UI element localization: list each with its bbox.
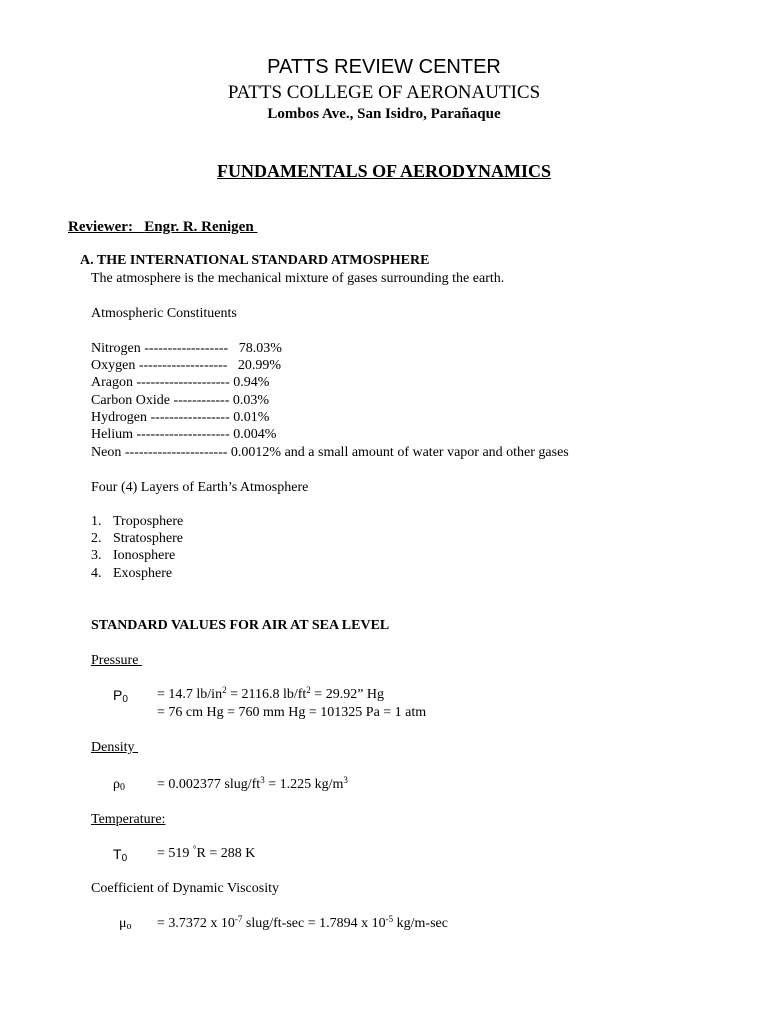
viscosity-eq-part: slug/ft-sec = 1.7894 x 10 <box>242 916 386 931</box>
layer-name: Exosphere <box>113 566 173 581</box>
pressure-label-text: Pressure <box>91 653 139 668</box>
temperature-eq-part: R = 288 K <box>196 846 256 861</box>
pressure-equation-2: = 76 cm Hg = 760 mm Hg = 101325 Pa = 1 atm <box>157 705 427 720</box>
viscosity-symbol-letter: μ <box>119 916 127 931</box>
constituent-name: Nitrogen <box>91 341 141 356</box>
constituent-value: 0.01% <box>233 410 270 425</box>
constituent-row <box>91 375 269 391</box>
constituent-row <box>91 393 269 409</box>
density-symbol-subscript: 0 <box>120 782 125 793</box>
density-eq-sup: 3 <box>260 775 265 785</box>
reviewer-label: Reviewer: <box>68 219 133 235</box>
layer-item <box>91 514 183 530</box>
density-eq-part: = 1.225 kg/m <box>264 777 344 792</box>
constituent-name: Aragon <box>91 375 133 390</box>
constituent-name: Carbon Oxide <box>91 393 170 408</box>
viscosity-symbol-subscript: o <box>126 921 132 932</box>
temperature-symbol <box>113 846 127 862</box>
density-symbol-letter: ρ <box>113 777 120 792</box>
layer-number: 1. <box>91 514 102 529</box>
constituent-name: Hydrogen <box>91 410 147 425</box>
constituent-value: 0.03% <box>232 393 270 408</box>
college-name: PATTS COLLEGE OF AERONAUTICS <box>227 82 541 103</box>
viscosity-label: Coefficient of Dynamic Viscosity <box>91 881 279 896</box>
layer-item <box>91 548 175 564</box>
section-a-intro: The atmosphere is the mechanical mixture of gases surrounding the earth. <box>91 271 505 286</box>
constituent-dashes: ------------------- <box>135 358 238 373</box>
constituent-row <box>91 410 269 426</box>
layer-name: Stratosphere <box>113 531 183 546</box>
section-a-heading: A. THE INTERNATIONAL STANDARD ATMOSPHERE <box>80 253 430 268</box>
document-title: FUNDAMENTALS OF AERODYNAMICS <box>216 161 551 181</box>
pressure-symbol-letter: P <box>113 687 123 703</box>
pressure-symbol-subscript: 0 <box>122 694 128 705</box>
constituent-name: Neon <box>91 445 122 460</box>
constituent-value: 0.004% <box>233 427 277 442</box>
pressure-eq-part: = 14.7 lb/in <box>157 687 223 702</box>
constituent-value: 0.0012% and a small amount of water vapor and other gases <box>230 445 569 460</box>
temperature-eq-sup: ° <box>192 844 197 854</box>
pressure-equation-1 <box>157 687 384 703</box>
density-symbol <box>113 777 125 793</box>
constituent-name: Helium <box>91 427 133 442</box>
constituent-row <box>91 341 282 357</box>
constituent-name: Oxygen <box>91 358 136 373</box>
constituent-value: 20.99% <box>237 358 282 373</box>
layer-number: 3. <box>91 548 102 563</box>
pressure-eq-sup: 2 <box>306 685 311 695</box>
density-eq-sup: 3 <box>343 775 348 785</box>
constituent-value: 78.03% <box>238 341 282 356</box>
viscosity-eq-sup: -7 <box>234 914 243 924</box>
density-eq-part: = 0.002377 slug/ft <box>157 777 261 792</box>
temperature-label: Temperature: <box>91 812 166 827</box>
layers-heading: Four (4) Layers of Earth’s Atmosphere <box>91 480 309 495</box>
density-label <box>91 740 138 756</box>
viscosity-eq-sup: -5 <box>385 914 394 924</box>
constituent-dashes: ------------------ <box>140 341 239 356</box>
standard-values-heading: STANDARD VALUES FOR AIR AT SEA LEVEL <box>91 618 390 633</box>
layer-number: 4. <box>91 566 102 581</box>
pressure-symbol <box>113 687 128 703</box>
reviewer-line <box>68 219 257 236</box>
density-equation <box>157 777 348 793</box>
layer-number: 2. <box>91 531 102 546</box>
viscosity-symbol <box>119 916 132 932</box>
layer-name: Troposphere <box>113 514 184 529</box>
constituent-dashes: ------------ <box>169 393 233 408</box>
address: Lombos Ave., San Isidro, Parañaque <box>267 106 501 122</box>
pressure-eq-part: = 29.92” Hg <box>310 687 385 702</box>
constituent-dashes: ----------------- <box>147 410 234 425</box>
layer-item <box>91 566 172 582</box>
density-label-text: Density <box>91 740 135 755</box>
viscosity-equation <box>157 916 448 932</box>
constituent-dashes: ---------------------- <box>121 445 231 460</box>
pressure-label <box>91 653 142 669</box>
constituents-heading: Atmospheric Constituents <box>91 306 237 321</box>
viscosity-eq-part: = 3.7372 x 10 <box>157 916 235 931</box>
viscosity-eq-part: kg/m-sec <box>393 916 448 931</box>
layer-item <box>91 531 183 547</box>
temperature-symbol-subscript: 0 <box>121 853 128 864</box>
constituent-row <box>91 445 569 461</box>
pressure-eq-sup: 2 <box>222 685 227 695</box>
temperature-equation <box>157 846 255 862</box>
center-name: PATTS REVIEW CENTER <box>267 56 501 78</box>
constituent-row <box>91 427 276 443</box>
constituent-dashes: -------------------- <box>133 375 234 390</box>
layer-name: Ionosphere <box>113 548 176 563</box>
pressure-eq-part: = 2116.8 lb/ft <box>226 687 307 702</box>
reviewer-name: Engr. R. Renigen <box>144 219 254 235</box>
temperature-eq-part: = 519 <box>157 846 193 861</box>
constituent-value: 0.94% <box>233 375 270 390</box>
temperature-symbol-letter: T <box>113 846 122 862</box>
constituent-dashes: -------------------- <box>133 427 234 442</box>
constituent-row <box>91 358 281 374</box>
